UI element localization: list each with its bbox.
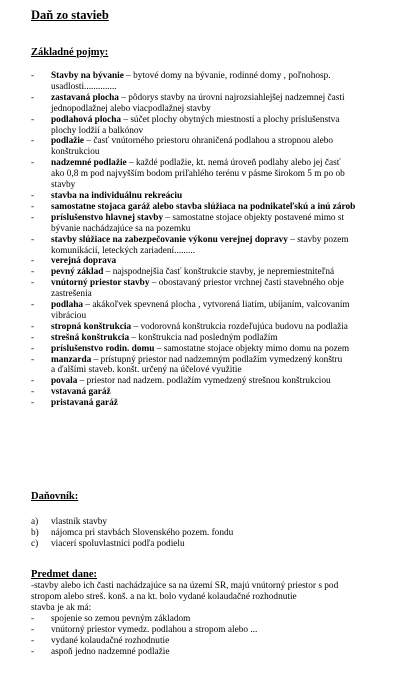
list-marker: b) [31, 527, 39, 538]
list-item [31, 528, 406, 539]
list-item [31, 213, 406, 235]
list-item [31, 398, 406, 409]
term-definition-continued: a ďalšími staveb. konšt. určený na účelové využitie [51, 365, 242, 376]
heading-subject: Predmet dane: [31, 569, 97, 580]
list-item-line [51, 333, 406, 344]
list-item-text: vlastník stavby [51, 517, 108, 527]
term-definition: – časť vnútorného priestoru ohraničená podlahou a stropnou alebo [84, 136, 334, 147]
list-item [31, 202, 406, 213]
list-item-text: viacerí spoluvlastníci podľa podielu [51, 538, 185, 549]
list-item-text: vydané kolaudačné rozhodnutie [51, 635, 170, 646]
bullet-marker: - [31, 635, 35, 646]
term-definition: – samostatne stojace objekty postavené mimo st [163, 212, 345, 223]
list-item [31, 636, 406, 647]
term-definition: – najspodnejšia časť konštrukcie stavby, je nepremiestniteľná [103, 267, 335, 278]
list-item-line [51, 256, 406, 267]
bullet-marker: - [31, 300, 35, 311]
bullet-marker: - [31, 158, 35, 169]
list-item [31, 267, 406, 278]
bullet-marker: - [31, 136, 35, 147]
term-definition-continued: zastrešenia [51, 289, 92, 300]
list-item-line [51, 115, 406, 126]
list-item [31, 539, 406, 550]
bullet-marker: - [31, 201, 35, 212]
bullet-marker: - [31, 321, 35, 332]
bullet-marker: - [31, 343, 35, 354]
list-item-line [51, 191, 406, 202]
list-item [31, 71, 406, 93]
term-label: pristavaná garáž [51, 398, 118, 409]
term-definition-continued: stavby [51, 180, 76, 191]
list-item-line [51, 300, 406, 311]
list-item [31, 191, 406, 202]
term-definition: – prístupný priestor nad nadzemným podlažím vymedzený konštru [91, 354, 343, 365]
bullet-marker: - [31, 624, 35, 635]
term-label: stavba na individuálnu rekreáciu [51, 190, 183, 201]
intro-line: -stavby alebo ich časti nachádzajúce sa na území SR, majú vnútorný priestor s pod [31, 581, 339, 591]
term-label: stavby slúžiace na zabezpečovanie výkonu verejnej dopravy [51, 234, 288, 245]
term-definition: – vodorovná konštrukcia rozdeľujúca budovu na podlažia [131, 321, 348, 332]
list-item [31, 344, 406, 355]
list-item [31, 300, 406, 322]
bullet-marker: - [31, 71, 35, 81]
bullet-marker: - [31, 234, 35, 245]
list-item [31, 333, 406, 344]
list-item [31, 93, 406, 115]
bullet-marker: - [31, 267, 35, 278]
bullet-marker: - [31, 354, 35, 365]
term-label: príslušenstvo hlavnej stavby [51, 212, 164, 223]
list-item [31, 355, 406, 377]
term-label: verejná doprava [51, 256, 117, 267]
bullet-marker: - [31, 212, 35, 223]
bullet-marker: - [31, 256, 35, 267]
term-definition: – samostatne stojace objekty mimo domu na pozem [154, 343, 350, 354]
list-item [31, 136, 406, 158]
list-item [31, 115, 406, 137]
list-item-line [51, 278, 406, 289]
term-definition: – súčet plochy obytných miestností a plochy príslušenstva [121, 114, 340, 125]
bullet-marker: - [31, 646, 35, 657]
list-item-line [51, 93, 406, 104]
intro-line: stropom alebo streš. konš. a na kt. bolo vydané kolaudačné rozhodnutie [31, 591, 297, 602]
term-label: podlažie [51, 136, 85, 147]
bullet-marker: - [31, 278, 35, 289]
term-definition: – akákoľvek spevnená plocha , vytvorená liatím, ubíjaním, valcovaním [83, 300, 350, 311]
list-item-line [51, 344, 406, 355]
list-item-line [51, 202, 406, 213]
term-label: vnútorný priestor stavby [51, 278, 150, 289]
bullet-marker: - [31, 190, 35, 201]
list-item-line [51, 322, 406, 333]
term-label: podlahová plocha [51, 114, 122, 125]
bullet-marker: - [31, 114, 35, 125]
term-definition: – pôdorys stavby na úrovni najrozsiahlejšej nadzemnej časti [118, 92, 345, 103]
bullet-marker: - [31, 92, 35, 103]
subject-conditions-list [31, 614, 406, 658]
heading-basic-terms: Základné pojmy: [31, 47, 109, 58]
term-definition: – konštrukcia nad posledným podlažím [129, 332, 278, 343]
list-item [31, 647, 406, 658]
list-item [31, 376, 406, 387]
term-definition: – stavby pozem [287, 234, 349, 245]
list-item-text: spojenie so zemou pevným základom [51, 614, 191, 624]
bullet-marker: - [31, 376, 35, 387]
term-label: Stavby na bývanie [51, 71, 124, 81]
term-definition: – každé podlažie, kt. nemá úroveň podlahy alebo jej časť [126, 158, 341, 169]
list-item-line [51, 376, 406, 387]
list-item-line [51, 387, 406, 398]
list-item [31, 387, 406, 398]
term-definition: – priestor nad nadzem. podlažím vymedzený strešnou konštrukciou [77, 376, 331, 387]
term-definition-continued: ako 0,8 m pod najvyšším bodom priľahlého terénu v pásme širokom 5 m po ob [51, 169, 345, 180]
term-definition-continued: usadlosti.............. [51, 81, 117, 92]
heading-taxpayer: Daňovník: [31, 491, 79, 502]
page-title: Daň zo stavieb [31, 8, 109, 22]
list-item [31, 625, 406, 636]
intro-line: stavba je ak má: [31, 602, 92, 613]
term-label: príslušenstvo rodin. domu [51, 343, 155, 354]
list-item [31, 614, 406, 625]
list-item-text: vnútorný priestor vymedz. podlahou a stropom alebo ... [51, 624, 258, 635]
list-item-line [51, 71, 406, 82]
subject-intro [31, 581, 406, 614]
term-definition: – bytové domy na bývanie, rodinné domy , poľnohosp. [123, 71, 331, 81]
list-item-line [51, 355, 406, 366]
term-definition-continued: komunikácií, leteckých zariadení......... [51, 245, 196, 256]
list-item-text: nájomca pri stavbách Slovenského pozem. fondu [51, 527, 234, 538]
term-label: povala [51, 376, 78, 387]
list-item [31, 322, 406, 333]
list-item [31, 235, 406, 257]
list-item-line [51, 213, 406, 224]
list-item-line [51, 398, 406, 409]
bullet-marker: - [31, 614, 35, 624]
bullet-marker: - [31, 332, 35, 343]
term-label: zastavaná plocha [51, 92, 119, 103]
list-item [31, 256, 406, 267]
basic-terms-list [31, 71, 406, 409]
term-label: manzarda [51, 354, 92, 365]
term-definition-continued: jednopodlažnej alebo viacpodlažnej stavby [51, 103, 211, 114]
term-label: podlaha [51, 300, 84, 311]
list-item-line [51, 267, 406, 278]
list-item-line [51, 136, 406, 147]
list-item-text: aspoň jedno nadzemné podlažie [51, 646, 170, 657]
list-item [31, 158, 406, 191]
term-label: stropná konštrukcia [51, 321, 132, 332]
term-label: pevný základ [51, 267, 104, 278]
bullet-marker: - [31, 387, 35, 398]
term-label: strešná konštrukcia [51, 332, 130, 343]
term-definition-continued: vibráciou [51, 310, 87, 321]
list-item [31, 517, 406, 528]
term-definition-continued: bývanie nachádzajúce sa na pozemku [51, 223, 191, 234]
term-label: nadzemné podlažie [51, 158, 127, 169]
list-marker: a) [31, 517, 39, 527]
list-marker: c) [31, 538, 39, 549]
list-item-line [51, 158, 406, 169]
term-definition: – obostavaný priestor vrchnej časti stavebného obje [149, 278, 344, 289]
list-item [31, 278, 406, 300]
term-label: samostatne stojaca garáž alebo stavba slúžiaca na podnikateľskú a inú zárob [51, 201, 356, 212]
term-definition-continued: konštrukciou [51, 147, 100, 158]
bullet-marker: - [31, 398, 35, 409]
taxpayer-list [31, 517, 406, 550]
list-item-line [51, 235, 406, 246]
term-definition-continued: plochy lodžií a balkónov [51, 125, 144, 136]
term-label: vstavaná garáž [51, 387, 111, 398]
